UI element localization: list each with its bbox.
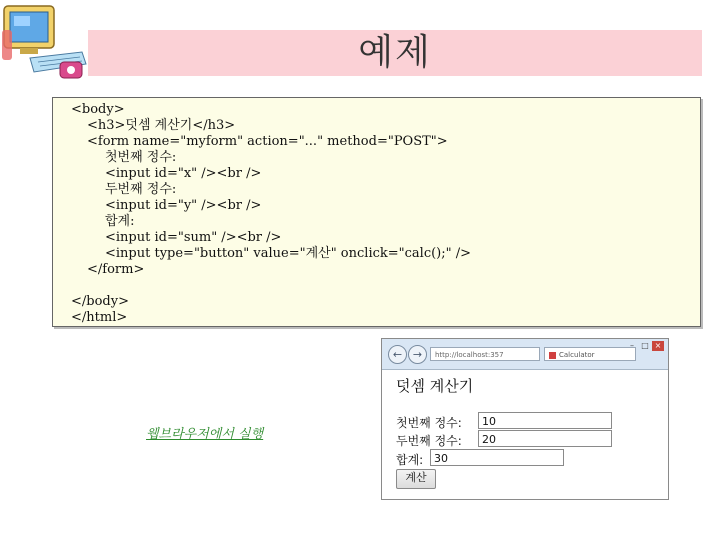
code-line: 합계: [105, 214, 135, 229]
code-line: 두번째 정수: [105, 182, 177, 197]
run-in-browser-link[interactable]: 웹브라우저에서 실행 [146, 427, 264, 442]
input-x[interactable]: 10 [478, 412, 612, 429]
browser-screenshot [381, 338, 669, 500]
title-band [88, 30, 702, 76]
code-line: <input id="x" /><br /> [105, 166, 262, 181]
label-first-int: 첫번째 정수: [396, 416, 462, 430]
input-y[interactable]: 20 [478, 430, 612, 447]
code-line: </html> [71, 310, 128, 325]
input-sum[interactable]: 30 [430, 449, 564, 466]
code-box [52, 97, 701, 327]
computer-clipart [0, 0, 90, 85]
label-second-int: 두번째 정수: [396, 434, 462, 448]
code-line: <body> [71, 102, 125, 117]
page-title: 예제 [358, 32, 432, 73]
code-line: <input id="y" /><br /> [105, 198, 262, 213]
address-bar[interactable]: http://localhost:357 [430, 347, 540, 361]
code-line: <h3>덧셈 계산기</h3> [87, 118, 236, 133]
close-icon[interactable]: × [652, 341, 664, 351]
code-line: <input type="button" value="계산" onclick="calc();" /> [105, 246, 472, 261]
page-favicon-icon [549, 352, 556, 359]
code-line: 첫번째 정수: [105, 150, 177, 165]
maximize-icon[interactable]: □ [641, 341, 649, 350]
code-line: </form> [87, 262, 145, 277]
calc-button[interactable]: 계산 [396, 469, 436, 489]
tab-label: Calculator [559, 351, 595, 359]
minimize-icon[interactable]: – [630, 341, 634, 350]
code-line: <input id="sum" /><br /> [105, 230, 282, 245]
browser-chrome [382, 339, 668, 370]
code-line: </body> [71, 294, 129, 309]
forward-icon[interactable]: → [408, 345, 427, 364]
tab-calculator[interactable] [544, 347, 636, 361]
back-icon[interactable]: ← [388, 345, 407, 364]
code-line: <form name="myform" action="..." method="POST"> [87, 134, 448, 149]
calculator-heading: 덧셈 계산기 [396, 377, 474, 395]
label-sum: 합계: [396, 453, 424, 467]
